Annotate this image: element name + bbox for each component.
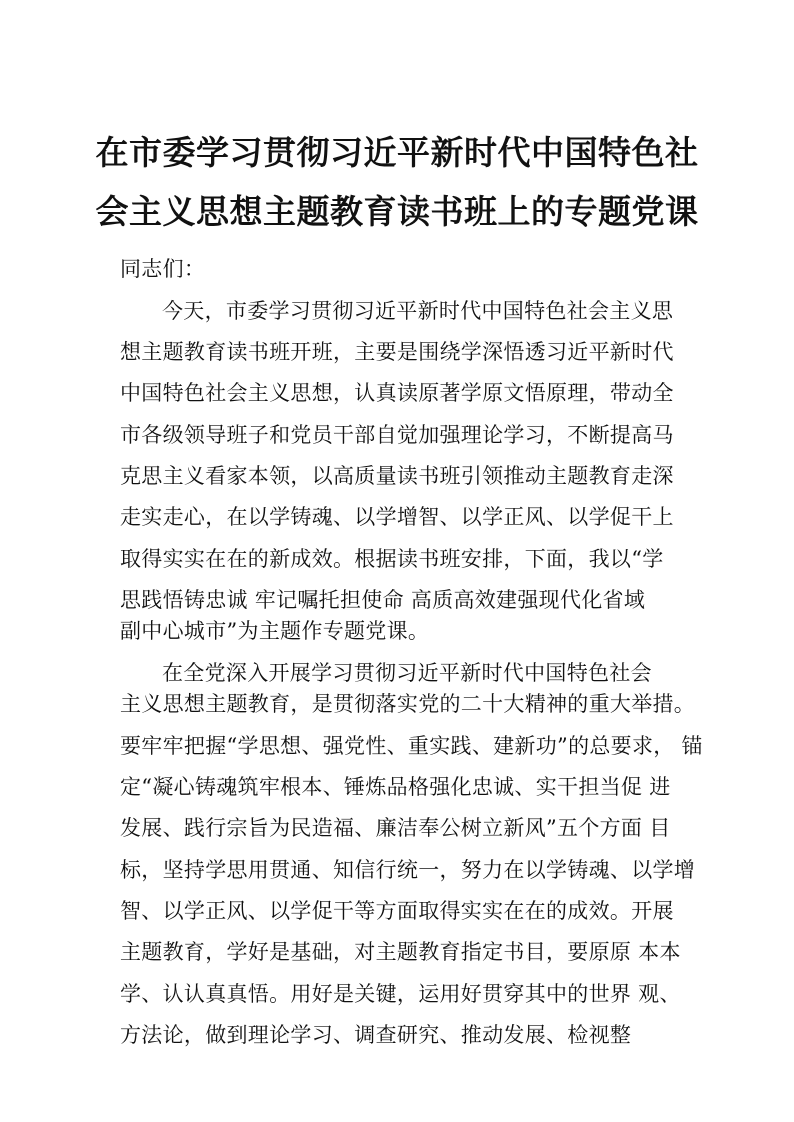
body-line: 定“凝心铸魂筑牢根本、锤炼品格强化忠诚、实干担当促 进 xyxy=(120,775,671,799)
body-line: 主义思想主题教育，是贯彻落实党的二十大精神的重大举措。 xyxy=(120,692,696,716)
body-line: 发展、践行宗旨为民造福、廉洁奉公树立新风”五个方面 目 xyxy=(120,816,671,840)
body-line: 市各级领导班子和党员干部自觉加强理论学习，不断提高马 xyxy=(120,423,674,447)
body-line: 走实走心，在以学铸魂、以学增智、以学正风、以学促干上 xyxy=(120,505,674,529)
body-line: 标，坚持学思用贯通、知信行统一，努力在以学铸魂、以学增 xyxy=(120,858,696,882)
body-line: 方法论，做到理论学习、调查研究、推动发展、检视整 xyxy=(120,1023,632,1047)
body-line: 取得实实在在的新成效。根据读书班安排，下面，我以“学 xyxy=(120,547,664,571)
salutation: 同志们： xyxy=(120,257,206,281)
body-line: 思践悟铸忠诚 牢记嘱托担使命 高质高效建强现代化省域 xyxy=(120,588,646,612)
body-line: 克思主义看家本领，以高质量读书班引领推动主题教育走深 xyxy=(120,464,674,488)
body-line: 在全党深入开展学习贯彻习近平新时代中国特色社会 xyxy=(162,661,652,685)
document-title-line-2: 会主义思想主题教育读书班上的专题党课 xyxy=(95,192,699,231)
body-line: 要牢牢把握“学思想、强党性、重实践、建新功”的总要求， 锚 xyxy=(120,734,703,758)
body-line: 今天，市委学习贯彻习近平新时代中国特色社会主义思 xyxy=(162,299,674,323)
body-line: 中国特色社会主义思想，认真读原著学原文悟原理，带动全 xyxy=(120,381,674,405)
body-line: 想主题教育读书班开班，主要是围绕学深悟透习近平新时代 xyxy=(120,340,674,364)
body-line: 学、认认真真悟。用好是关键，运用好贯穿其中的世界 观、 xyxy=(120,982,681,1006)
body-line: 副中心城市”为主题作专题党课。 xyxy=(120,619,430,643)
body-line: 智、以学正风、以学促干等方面取得实实在在的成效。开展 xyxy=(120,899,674,923)
document-title-line-1: 在市委学习贯彻习近平新时代中国特色社 xyxy=(95,133,699,172)
body-line: 主题教育，学好是基础，对主题教育指定书目，要原原 本本 xyxy=(120,940,681,964)
